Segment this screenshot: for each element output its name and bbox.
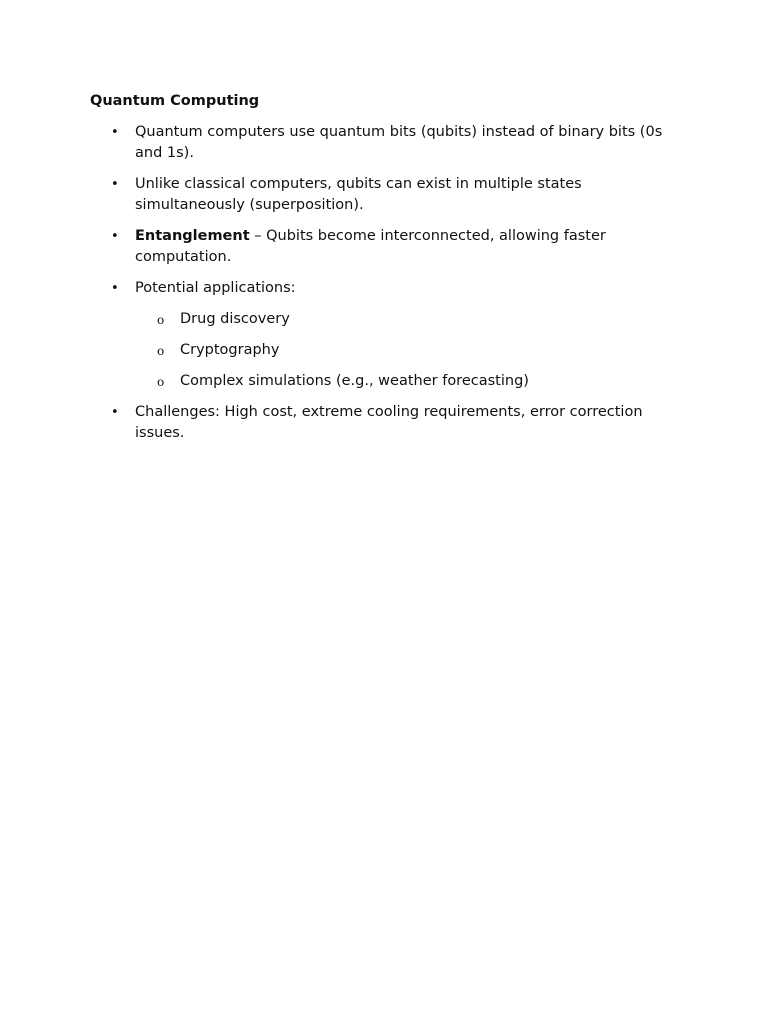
list-item-text: Unlike classical computers, qubits can exist in multiple states simultaneously (superposition).	[135, 176, 582, 213]
list-item-text: Challenges: High cost, extreme cooling requirements, error correction issues.	[135, 404, 643, 441]
list-item	[90, 174, 680, 216]
list-item	[90, 226, 680, 268]
list-item	[90, 402, 680, 444]
sub-list-item-text: Cryptography	[180, 342, 280, 358]
bullet-icon: •	[111, 177, 119, 192]
sub-bullet-list	[135, 309, 680, 392]
sub-list-item	[135, 309, 680, 330]
sub-bullet-icon: o	[157, 313, 165, 327]
list-item-text: – Qubits become interconnected, allowing faster computation.	[135, 228, 606, 265]
document-title: Quantum Computing	[90, 93, 260, 109]
sub-list-item	[135, 371, 680, 392]
list-item-text: Potential applications:	[135, 280, 296, 296]
bullet-icon: •	[111, 229, 119, 244]
bullet-list	[90, 122, 680, 444]
sub-list-item-text: Drug discovery	[180, 311, 290, 327]
document-body	[90, 91, 680, 454]
sub-bullet-icon: o	[157, 344, 165, 358]
list-item-bold-term: Entanglement	[135, 228, 250, 244]
bullet-icon: •	[111, 125, 119, 140]
list-item	[90, 122, 680, 164]
sub-list-item-text: Complex simulations (e.g., weather forecasting)	[180, 373, 529, 389]
bullet-icon: •	[111, 405, 119, 420]
bullet-icon: •	[111, 281, 119, 296]
list-item	[90, 278, 680, 392]
list-item-text: Quantum computers use quantum bits (qubits) instead of binary bits (0s and 1s).	[135, 124, 663, 161]
sub-bullet-icon: o	[157, 375, 165, 389]
sub-list-item	[135, 340, 680, 361]
